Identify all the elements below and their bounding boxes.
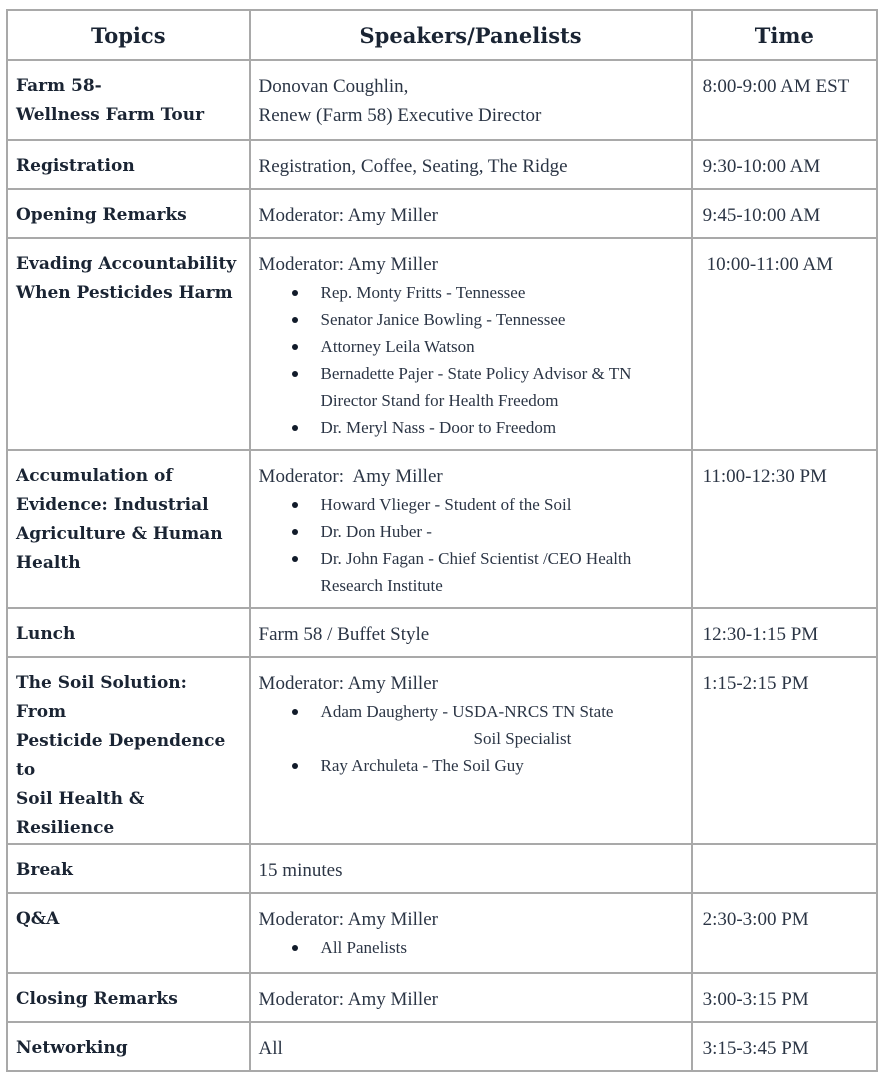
list-item-continuation: Soil Specialist	[473, 729, 572, 748]
time-cell: 12:30-1:15 PM	[692, 608, 877, 657]
list-item: Senator Janice Bowling - Tennessee	[321, 306, 683, 333]
topic-cell: Closing Remarks	[7, 973, 250, 1022]
header-speakers: Speakers/Panelists	[250, 10, 692, 60]
time-cell: 1:15-2:15 PM	[692, 657, 877, 844]
list-item: Attorney Leila Watson	[321, 333, 683, 360]
speaker-cell: Registration, Coffee, Seating, The Ridge	[250, 140, 692, 189]
topic-line: Evading Accountability	[16, 254, 237, 274]
speaker-cell	[250, 450, 692, 608]
time-cell: 10:00-11:00 AM	[692, 238, 877, 450]
time-cell: 3:15-3:45 PM	[692, 1022, 877, 1071]
table-row	[7, 973, 877, 1022]
speaker-cell	[250, 238, 692, 450]
topic-cell: Opening Remarks	[7, 189, 250, 238]
table-row	[7, 450, 877, 608]
list-item: Howard Vlieger - Student of the Soil	[321, 491, 683, 518]
table-row	[7, 844, 877, 893]
topic-cell	[7, 238, 250, 450]
header-topics: Topics	[7, 10, 250, 60]
topic-cell: Networking	[7, 1022, 250, 1071]
header-time: Time	[692, 10, 877, 60]
list-item: Bernadette Pajer - State Policy Advisor & TN Director Stand for Health Freedom	[321, 360, 683, 414]
speaker-cell: Moderator: Amy Miller	[250, 973, 692, 1022]
time-cell: 3:00-3:15 PM	[692, 973, 877, 1022]
time-cell: 9:30-10:00 AM	[692, 140, 877, 189]
list-item: Dr. Don Huber -	[321, 518, 683, 545]
topic-line: Evidence: Industrial	[16, 495, 209, 515]
topic-cell	[7, 60, 250, 140]
time-cell	[692, 844, 877, 893]
moderator-line: Moderator: Amy Miller	[258, 254, 438, 275]
speaker-cell	[250, 893, 692, 973]
topic-cell: Q&A	[7, 893, 250, 973]
panelist-list	[259, 934, 683, 961]
panelist-list	[259, 279, 683, 441]
topic-line: Wellness Farm Tour	[16, 105, 205, 125]
topic-line: Health	[16, 553, 81, 573]
list-item: All Panelists	[321, 934, 683, 961]
moderator-line: Moderator: Amy Miller	[258, 466, 443, 487]
topic-line: Agriculture & Human	[16, 524, 223, 544]
topic-line: Pesticide Dependence to	[16, 731, 226, 780]
speaker-cell: Moderator: Amy Miller	[250, 189, 692, 238]
topic-line: When Pesticides Harm	[16, 283, 233, 303]
topic-line: Accumulation of	[16, 466, 173, 486]
moderator-line: Moderator: Amy Miller	[258, 909, 438, 930]
speaker-cell: 15 minutes	[250, 844, 692, 893]
time-cell: 11:00-12:30 PM	[692, 450, 877, 608]
topic-cell	[7, 657, 250, 844]
topic-line: Soil Health & Resilience	[16, 789, 145, 838]
table-row	[7, 238, 877, 450]
header-row	[7, 10, 877, 60]
table-row	[7, 189, 877, 238]
list-item: Rep. Monty Fritts - Tennessee	[321, 279, 683, 306]
list-item	[321, 698, 683, 752]
time-cell: 9:45-10:00 AM	[692, 189, 877, 238]
speaker-cell	[250, 657, 692, 844]
table-row	[7, 1022, 877, 1071]
table-row	[7, 140, 877, 189]
topic-line: Farm 58-	[16, 76, 102, 96]
speaker-line: Donovan Coughlin,	[258, 76, 409, 97]
panelist-list	[259, 698, 683, 779]
speaker-cell: Farm 58 / Buffet Style	[250, 608, 692, 657]
list-item-text: Adam Daugherty - USDA-NRCS TN State	[320, 702, 614, 721]
time-cell: 8:00-9:00 AM EST	[692, 60, 877, 140]
topic-cell	[7, 450, 250, 608]
table-row	[7, 608, 877, 657]
table-row	[7, 893, 877, 973]
panelist-list	[259, 491, 683, 599]
speaker-cell: All	[250, 1022, 692, 1071]
table-row	[7, 60, 877, 140]
topic-cell: Lunch	[7, 608, 250, 657]
topic-line: The Soil Solution: From	[16, 673, 187, 722]
topic-cell: Break	[7, 844, 250, 893]
moderator-line: Moderator: Amy Miller	[258, 673, 438, 694]
topic-cell: Registration	[7, 140, 250, 189]
list-item: Dr. Meryl Nass - Door to Freedom	[321, 414, 683, 441]
agenda-table	[6, 9, 878, 1072]
time-cell: 2:30-3:00 PM	[692, 893, 877, 973]
speaker-cell	[250, 60, 692, 140]
list-item: Dr. John Fagan - Chief Scientist /CEO Health Research Institute	[321, 545, 683, 599]
list-item: Ray Archuleta - The Soil Guy	[321, 752, 683, 779]
speaker-line: Renew (Farm 58) Executive Director	[258, 105, 542, 126]
table-row	[7, 657, 877, 844]
